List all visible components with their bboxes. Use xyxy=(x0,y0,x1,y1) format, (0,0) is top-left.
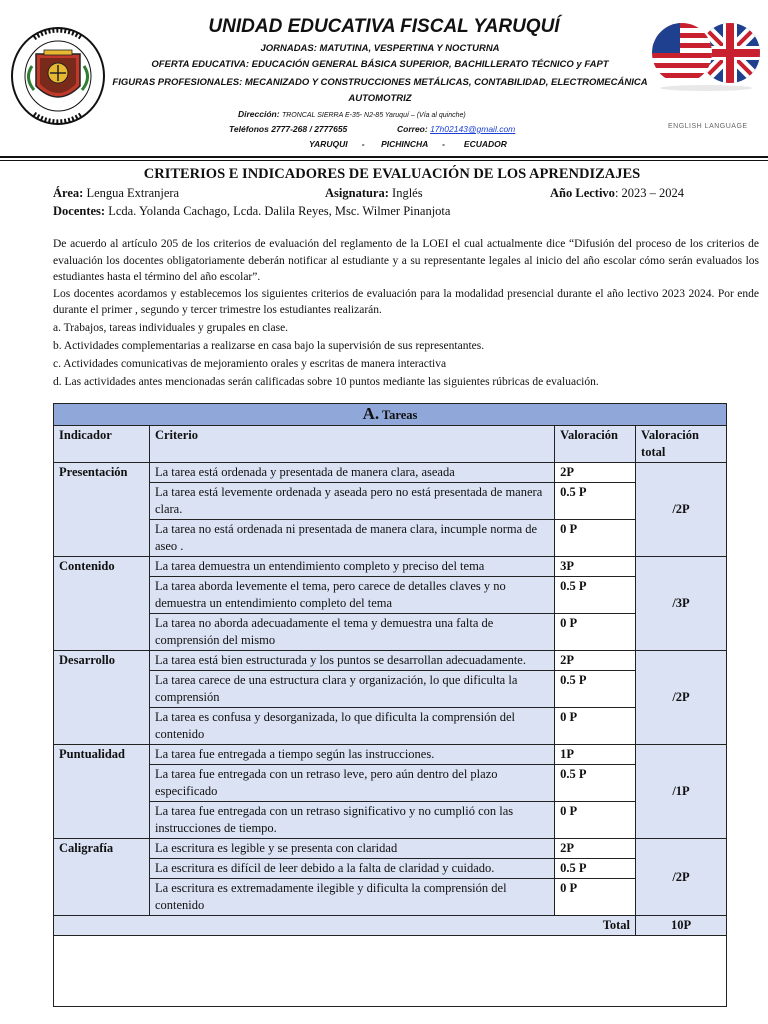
asignatura-value: Inglés xyxy=(388,186,423,200)
criterion-cell: La tarea no está ordenada ni presentada de manera clara, incumple norma de aseo . xyxy=(149,520,554,557)
value-cell: 2P xyxy=(555,463,636,483)
caption-word: Tareas xyxy=(379,408,418,422)
header-divider-thin xyxy=(0,160,768,161)
criterion-cell: La tarea fue entregada a tiempo según las instrucciones. xyxy=(149,745,554,765)
activities-list xyxy=(53,319,759,391)
list-item: a. Trabajos, tareas individuales y grupales en clase. xyxy=(53,322,289,334)
school-seal-logo xyxy=(10,26,106,126)
oferta-line: OFERTA EDUCATIVA: EDUCACIÓN GENERAL BÁSICA SUPERIOR, BACHILLERATO TÉCNICO y FAPT xyxy=(151,59,609,70)
jornadas-line: JORNADAS: MATUTINA, VESPERTINA Y NOCTURNA xyxy=(260,43,500,54)
criterion-cell: La tarea está levemente ordenada y aseada pero no está presentada de manera clara. xyxy=(149,483,554,520)
flag-caption: ENGLISH LANGUAGE xyxy=(668,123,748,130)
value-cell: 0.5 P xyxy=(555,671,636,708)
criterion-cell: La escritura es extremadamente ilegible y dificulta la comprensión del contenido xyxy=(149,879,554,916)
total-cell: /2P xyxy=(636,463,727,557)
header-row xyxy=(54,426,727,463)
value-cell: 1P xyxy=(555,745,636,765)
total-cell: /3P xyxy=(636,557,727,651)
school-name: UNIDAD EDUCATIVA FISCAL YARUQUÍ xyxy=(208,16,560,37)
criterion-cell: La tarea fue entregada con un retraso leve, pero aún dentro del plazo especificado xyxy=(149,765,554,802)
rubric-body xyxy=(54,463,727,916)
figuras-line-2: AUTOMOTRIZ xyxy=(348,93,412,104)
total-row xyxy=(54,916,727,936)
docentes-label: Docentes: xyxy=(53,204,106,218)
value-cell: 2P xyxy=(555,651,636,671)
total-cell: /2P xyxy=(636,839,727,916)
indicator-cell: Contenido xyxy=(54,557,150,651)
value-cell: 0.5 P xyxy=(555,483,636,520)
empty-cell xyxy=(54,936,727,1007)
intro-paragraph xyxy=(53,236,759,319)
docentes-field xyxy=(53,204,450,219)
criterion-cell: La tarea no aborda adecuadamente el tema y demuestra una falta de comprensión del mismo xyxy=(149,614,554,651)
indicator-cell: Puntualidad xyxy=(54,745,150,839)
value-cell: 3P xyxy=(555,557,636,577)
total-cell: /1P xyxy=(636,745,727,839)
value-cell: 0 P xyxy=(555,708,636,745)
area-field xyxy=(53,186,179,201)
direccion-value: TRONCAL SIERRA E-35- N2-85 Yaruquí – (Vía al quinche) xyxy=(281,112,466,119)
indicator-cell: Caligrafía xyxy=(54,839,150,916)
col-header-criterio: Criterio xyxy=(149,426,554,463)
caption-letter: A. xyxy=(362,404,380,423)
table-row xyxy=(54,577,727,614)
asignatura-field xyxy=(325,186,423,201)
table-row xyxy=(54,859,727,879)
criterion-cell: La escritura es difícil de leer debido a la falta de claridad y cuidado. xyxy=(149,859,554,879)
table-row xyxy=(54,765,727,802)
criterion-cell: La tarea carece de una estructura clara y organización, lo que dificulta la comprensión xyxy=(149,671,554,708)
correo-link[interactable]: 17h02143@gmail.com xyxy=(430,124,516,134)
table-row xyxy=(54,557,727,577)
ano-lectivo-label: Año Lectivo xyxy=(550,186,615,200)
document-title: CRITERIOS E INDICADORES DE EVALUACIÓN DE LOS APRENDIZAJES xyxy=(143,166,641,182)
table-row xyxy=(54,745,727,765)
table-row xyxy=(54,463,727,483)
criterion-cell: La tarea está ordenada y presentada de manera clara, aseada xyxy=(149,463,554,483)
list-item: d. Las actividades antes mencionadas serán calificadas sobre 10 puntos mediante las siguientes rúbricas de evaluación. xyxy=(53,376,599,388)
criterion-cell: La tarea demuestra un entendimiento completo y preciso del tema xyxy=(149,557,554,577)
value-cell: 0 P xyxy=(555,520,636,557)
value-cell: 0 P xyxy=(555,879,636,916)
header-divider xyxy=(0,156,768,158)
docentes-value: Lcda. Yolanda Cachago, Lcda. Dalila Reyes, Msc. Wilmer Pinanjota xyxy=(105,204,451,218)
table-row xyxy=(54,802,727,839)
correo-label: Correo: xyxy=(397,124,428,134)
correo-line xyxy=(397,124,515,134)
total-label: Total xyxy=(54,916,636,936)
criterion-cell: La tarea está bien estructurada y los puntos se desarrollan adecuadamente. xyxy=(149,651,554,671)
rubric-table xyxy=(53,403,727,1007)
table-row xyxy=(54,520,727,557)
col-header-valoracion: Valoración xyxy=(555,426,636,463)
table-row xyxy=(54,614,727,651)
indicator-cell: Presentación xyxy=(54,463,150,557)
value-cell: 0 P xyxy=(555,614,636,651)
list-item: b. Actividades complementarias a realizarse en casa bajo la supervisión de sus representantes. xyxy=(53,340,485,352)
table-row xyxy=(54,671,727,708)
total-cell: /2P xyxy=(636,651,727,745)
value-cell: 0.5 P xyxy=(555,577,636,614)
table-row xyxy=(54,879,727,916)
col-header-valoracion-total: Valoración total xyxy=(636,426,727,463)
empty-row xyxy=(54,936,727,1007)
rubric-caption xyxy=(54,404,727,426)
telefonos: Teléfonos 2777-268 / 2777655 xyxy=(229,124,348,134)
asignatura-label: Asignatura: xyxy=(325,186,389,200)
lugar-line: YARUQUI - PICHINCHA - ECUADOR xyxy=(309,139,507,149)
paragraph-loei: De acuerdo al artículo 205 de los criterios de evaluación del reglamento de la LOEI el cual actualmente dice “Difusión del proceso de los criterios de evaluación los docentes obligatoriamente deberán notificar al estudiante y a su representante legales al inicio del año escolar cómo serán evaluados los estudiantes hasta el término del año escolar”. xyxy=(53,238,759,283)
area-value: Lengua Extranjera xyxy=(83,186,180,200)
criterion-cell: La tarea es confusa y desorganizada, lo que dificulta la comprensión del contenido xyxy=(149,708,554,745)
criterion-cell: La escritura es legible y se presenta con claridad xyxy=(149,839,554,859)
value-cell: 2P xyxy=(555,839,636,859)
criterion-cell: La tarea aborda levemente el tema, pero carece de detalles claves y no demuestra un entendimiento completo del tema xyxy=(149,577,554,614)
criterion-cell: La tarea fue entregada con un retraso significativo y no cumplió con las instrucciones de tiempo. xyxy=(149,802,554,839)
ano-lectivo-value: : 2023 – 2024 xyxy=(614,186,685,200)
rubric-caption-row xyxy=(54,404,727,426)
us-uk-flag-icon xyxy=(650,20,762,92)
table-row xyxy=(54,708,727,745)
paragraph-acuerdo: Los docentes acordamos y establecemos los siguientes criterios de evaluación para la modalidad presencial durante el año lectivo 2023 2024. Por ende durante el primer , segundo y tercer trimestre los estudiantes realizarán. xyxy=(53,287,759,316)
figuras-line: FIGURAS PROFESIONALES: MECANIZADO Y CONSTRUCCIONES METÁLICAS, CONTABILIDAD, ELECTROMECÁNICA xyxy=(112,77,648,88)
table-row xyxy=(54,483,727,520)
direccion-line xyxy=(238,109,466,119)
total-value: 10P xyxy=(636,916,727,936)
col-header-indicador: Indicador xyxy=(54,426,150,463)
value-cell: 0.5 P xyxy=(555,859,636,879)
ano-lectivo-field xyxy=(550,186,684,201)
value-cell: 0.5 P xyxy=(555,765,636,802)
indicator-cell: Desarrollo xyxy=(54,651,150,745)
area-label: Área: xyxy=(53,186,84,200)
list-item: c. Actividades comunicativas de mejoramiento orales y escritas de manera interactiva xyxy=(53,358,447,370)
direccion-label: Dirección: xyxy=(238,109,280,119)
value-cell: 0 P xyxy=(555,802,636,839)
table-row xyxy=(54,839,727,859)
table-row xyxy=(54,651,727,671)
